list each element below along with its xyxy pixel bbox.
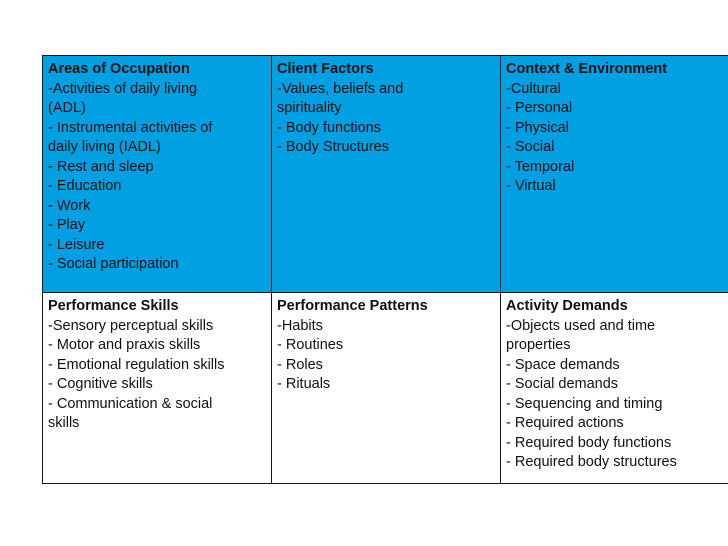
cell-title: Activity Demands — [506, 298, 628, 314]
list-item: skills — [48, 415, 80, 431]
list-item: - Temporal — [506, 158, 575, 175]
list-item: - Play — [48, 217, 86, 233]
list-item: - Motor and praxis skills — [48, 337, 201, 353]
cell-areas-of-occupation — [43, 56, 272, 293]
cell-performance-patterns — [272, 293, 501, 484]
list-item: - Cognitive skills — [48, 376, 153, 392]
list-item: - Leisure — [48, 236, 105, 253]
list-item: -Values, beliefs and — [277, 80, 404, 97]
cell-title: Performance Skills — [48, 298, 179, 314]
list-item: -Habits — [277, 317, 323, 334]
list-item: -Activities of daily living — [48, 80, 198, 97]
cell-client-factors — [272, 56, 501, 293]
list-item: - Emotional regulation skills — [48, 356, 225, 373]
list-item: - Space demands — [506, 356, 620, 373]
list-item: - Rest and sleep — [48, 158, 154, 175]
cell-context-environment — [501, 56, 728, 293]
cell-title: Performance Patterns — [277, 298, 428, 314]
list-item: spirituality — [277, 100, 342, 116]
list-item: - Work — [48, 197, 91, 214]
cell-title: Context & Environment — [506, 61, 668, 77]
list-item: -Objects used and time — [506, 317, 656, 334]
list-item: - Communication & social — [48, 395, 213, 412]
list-item: - Sequencing and timing — [506, 395, 663, 412]
list-item: - Required actions — [506, 415, 624, 431]
list-item: - Social demands — [506, 376, 619, 392]
list-item: properties — [506, 337, 571, 353]
list-item: -Sensory perceptual skills — [48, 317, 214, 334]
table-row — [43, 56, 728, 293]
list-item: - Body Structures — [277, 139, 390, 155]
list-item: - Education — [48, 178, 122, 194]
list-item: - Social participation — [48, 256, 179, 272]
list-item: - Instrumental activities of — [48, 119, 213, 136]
cell-performance-skills — [43, 293, 272, 484]
list-item: - Personal — [506, 100, 573, 116]
list-item: - Social — [506, 139, 555, 155]
table-row — [43, 293, 728, 484]
list-item: - Physical — [506, 119, 569, 136]
list-item: - Required body structures — [506, 454, 677, 470]
cell-activity-demands — [501, 293, 728, 484]
list-item: - Roles — [277, 356, 323, 373]
cell-title: Areas of Occupation — [48, 61, 190, 77]
framework-table — [42, 55, 728, 484]
list-item: - Required body functions — [506, 434, 672, 451]
list-item: daily living (IADL) — [48, 139, 161, 155]
list-item: - Body functions — [277, 119, 381, 136]
list-item: - Rituals — [277, 376, 331, 392]
list-item: (ADL) — [48, 100, 86, 116]
cell-title: Client Factors — [277, 61, 374, 77]
list-item: - Routines — [277, 337, 344, 353]
list-item: -Cultural — [506, 80, 561, 97]
list-item: - Virtual — [506, 178, 556, 194]
